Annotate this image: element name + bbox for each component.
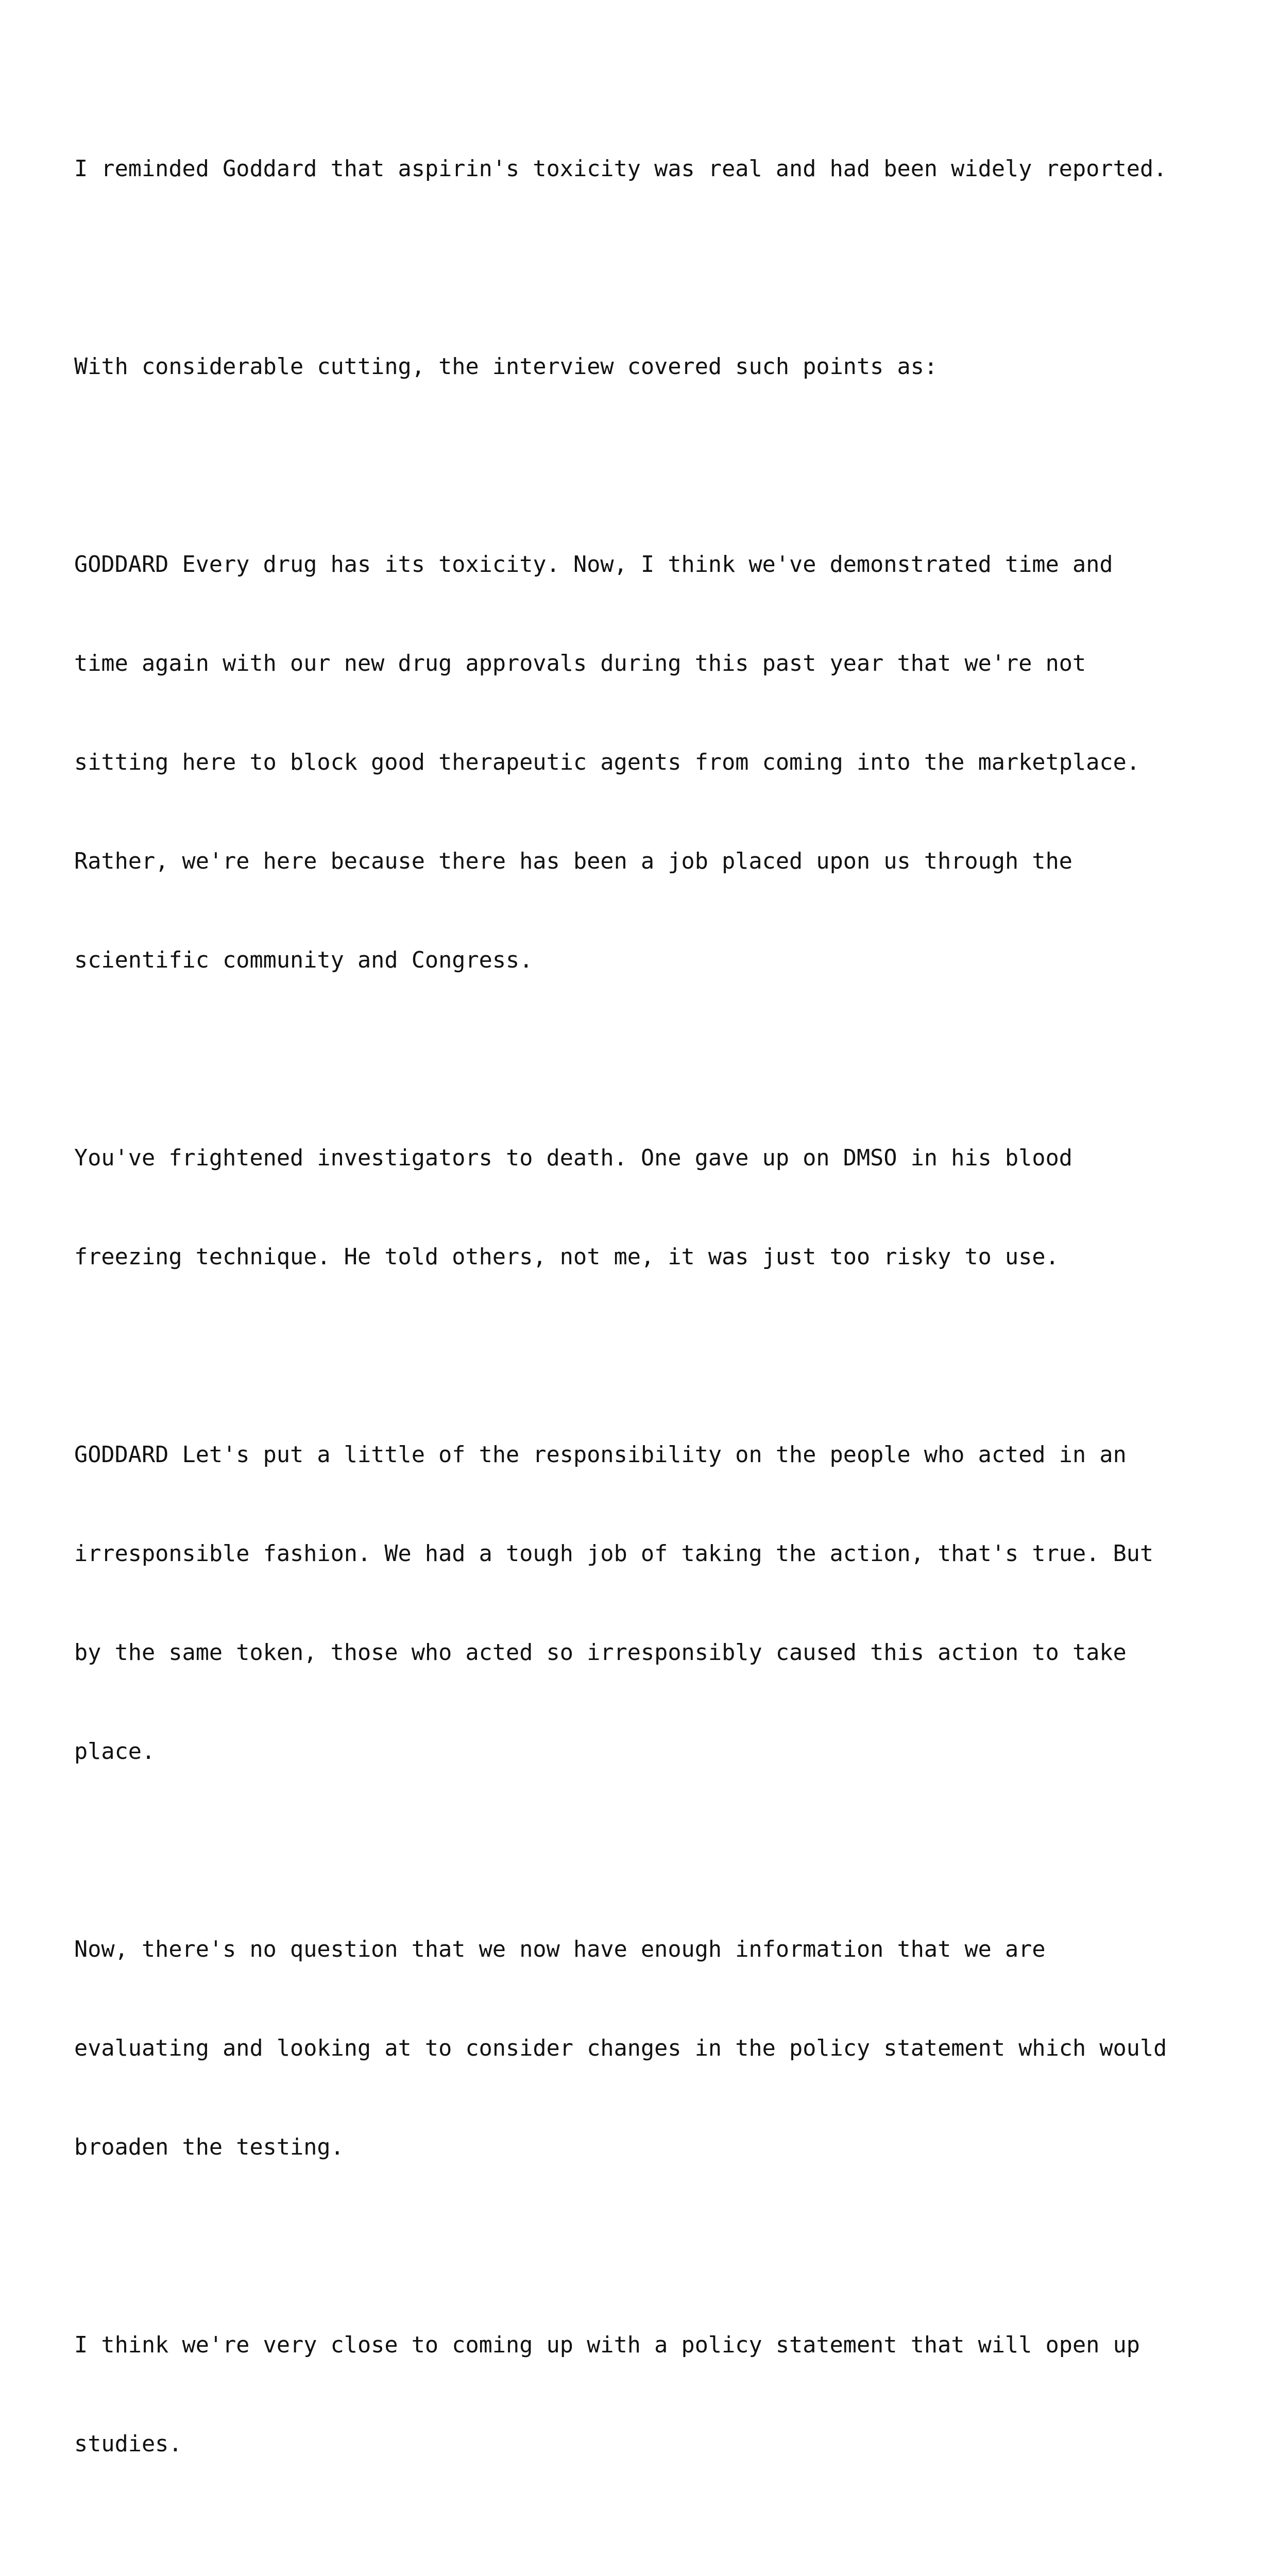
text-line: GODDARD Let's put a little of the responsibility on the people who acted in an (74, 1442, 1127, 1468)
paragraph-5 (74, 1372, 1187, 1834)
text-line: time again with our new drug approvals during this past year that we're not (74, 651, 1086, 676)
text-line: sitting here to block good therapeutic agents from coming into the marketplace. (74, 750, 1140, 775)
text-line: Rather, we're here because there has been a job placed upon us through the (74, 849, 1073, 874)
text-line: I reminded Goddard that aspirin's toxicity was real and had been widely reported. (74, 156, 1167, 182)
document-page (74, 87, 1187, 2576)
text-line: GODDARD Every drug has its toxicity. Now, I think we've demonstrated time and (74, 552, 1113, 578)
text-line: studies. (74, 2431, 182, 2457)
text-line: freezing technique. He told others, not me, it was just too risky to use. (74, 1244, 1059, 1270)
paragraph-4 (74, 1076, 1187, 1340)
text-line: broaden the testing. (74, 2134, 344, 2160)
text-line: irresponsible fashion. We had a tough job of taking the action, that's true. But (74, 1541, 1154, 1567)
paragraph-3 (74, 482, 1187, 1043)
text-line: You've frightened investigators to death. One gave up on DMSO in his blood (74, 1145, 1073, 1171)
paragraph-1 (74, 87, 1187, 251)
text-line: I think we're very close to coming up with a policy statement that will open up (74, 2332, 1140, 2358)
paragraph-8 (74, 2560, 1187, 2576)
text-line: place. (74, 1739, 156, 1765)
paragraph-2 (74, 284, 1187, 449)
paragraph-6 (74, 1867, 1187, 2230)
text-line: evaluating and looking at to consider changes in the policy statement which would (74, 2036, 1167, 2061)
text-line: by the same token, those who acted so irresponsibly caused this action to take (74, 1640, 1127, 1666)
text-line: With considerable cutting, the interview covered such points as: (74, 354, 938, 380)
text-line: scientific community and Congress. (74, 947, 533, 973)
paragraph-7 (74, 2263, 1187, 2527)
text-line: Now, there's no question that we now have enough information that we are (74, 1937, 1046, 1962)
